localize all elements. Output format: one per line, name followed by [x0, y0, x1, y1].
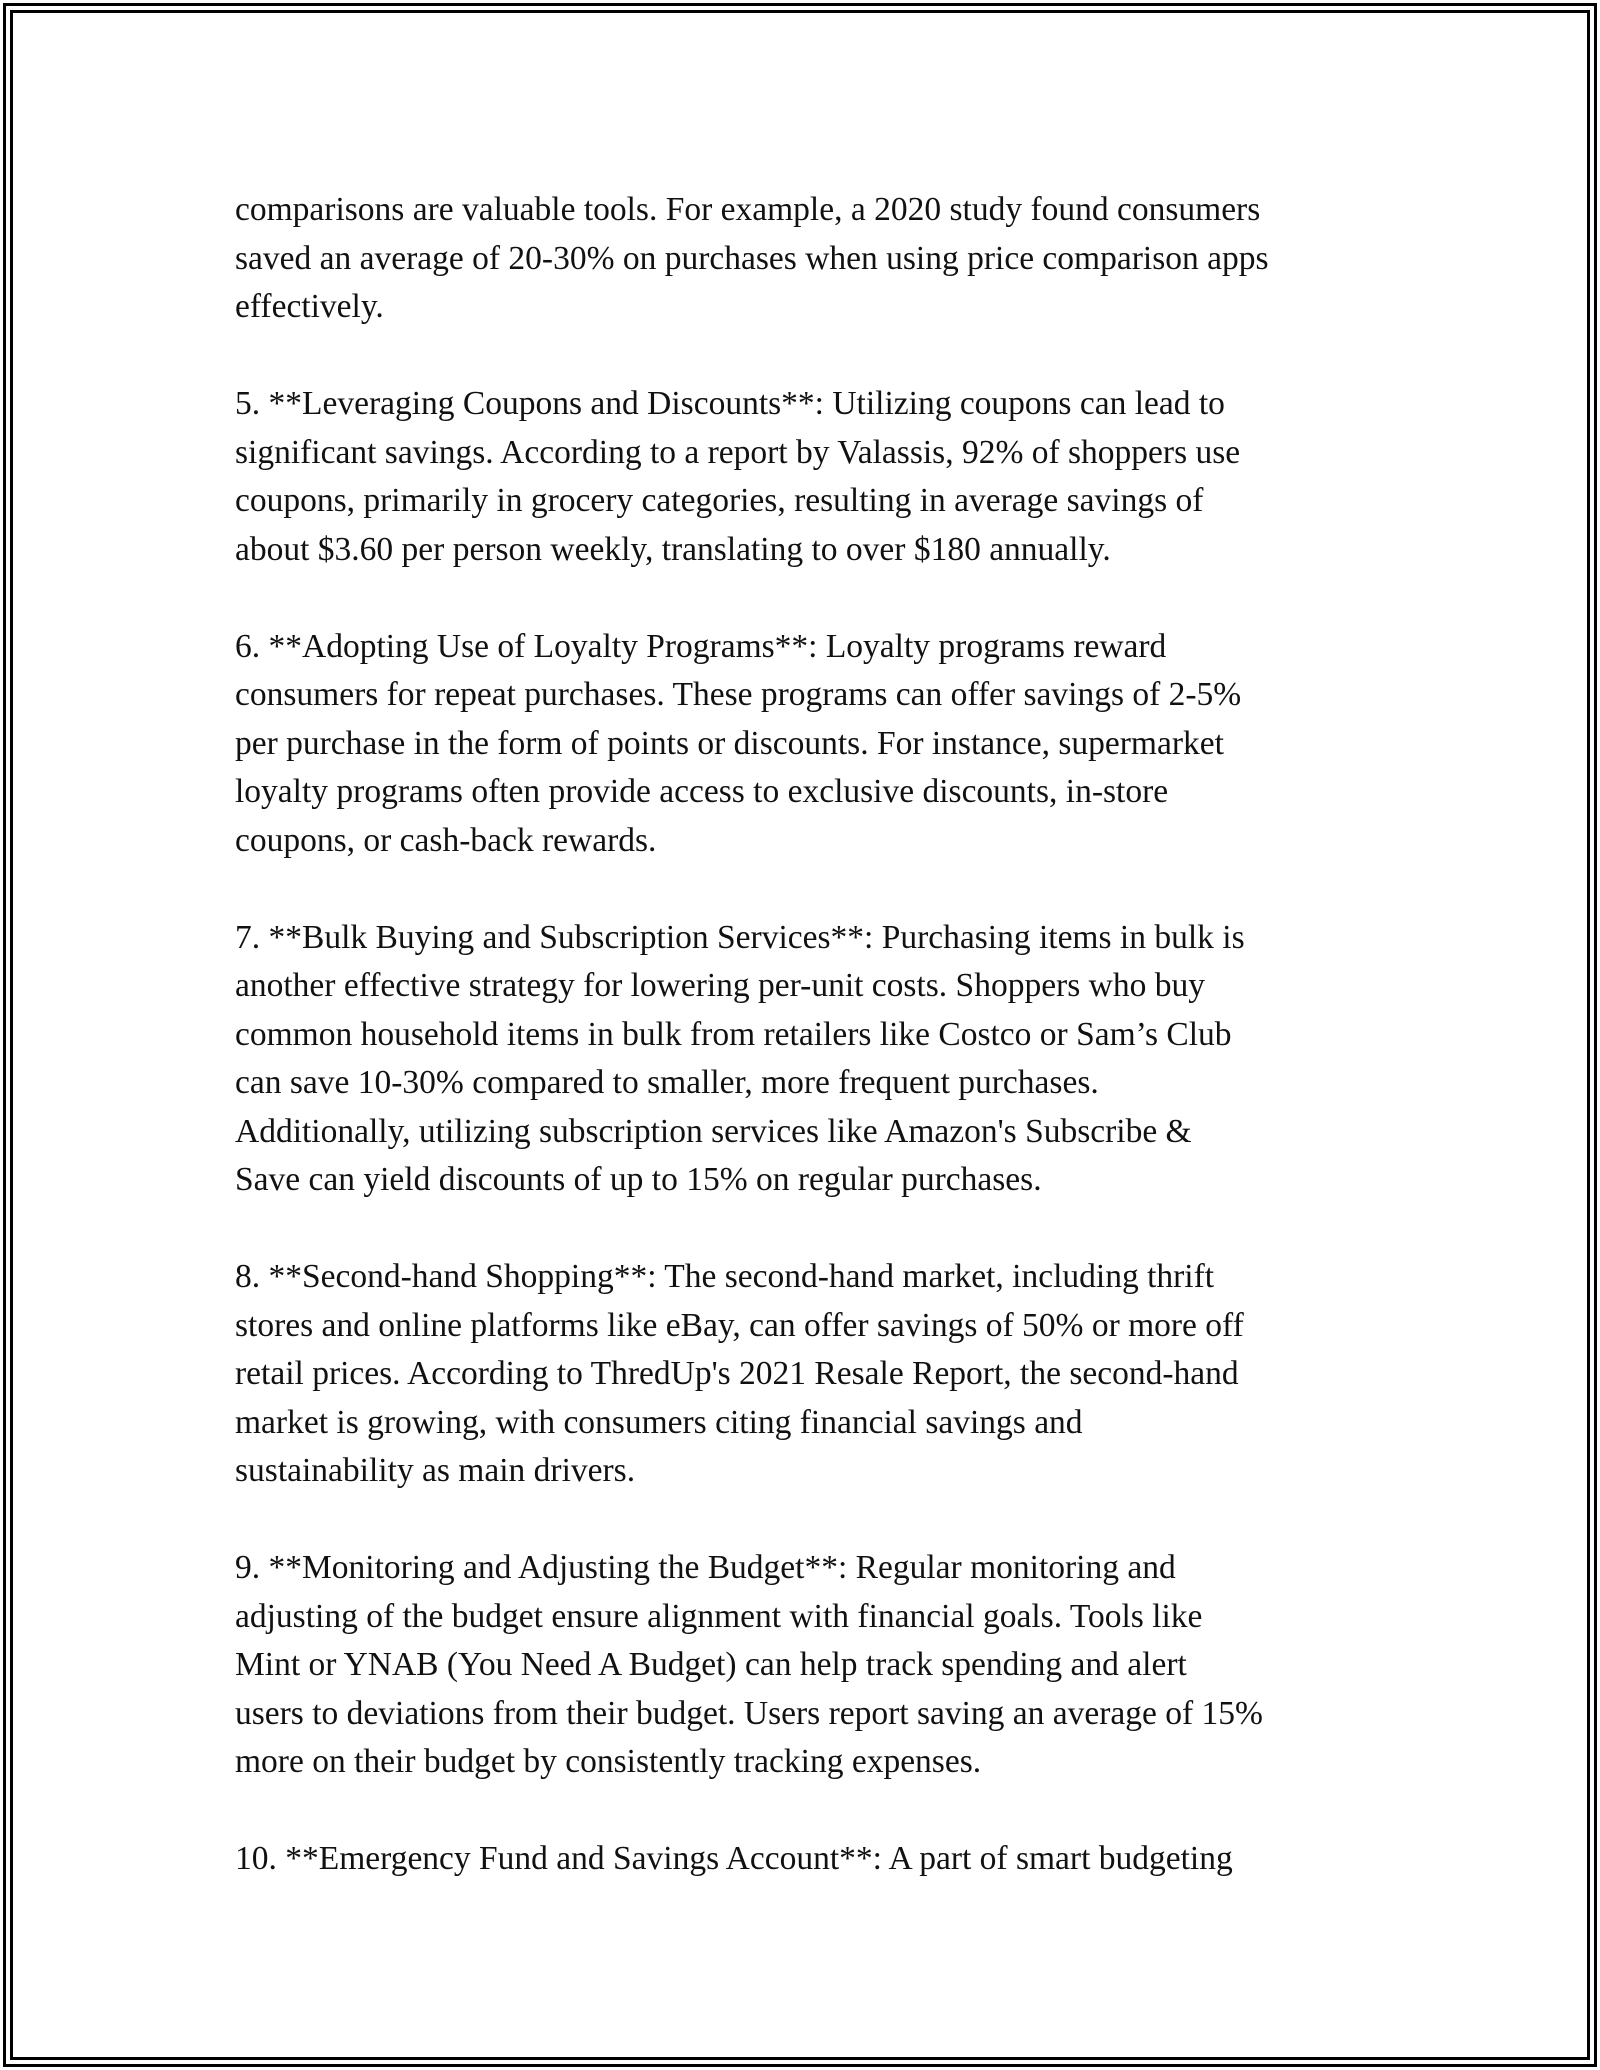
text-line: market is growing, with consumers citing financial savings and	[235, 1403, 1083, 1441]
paragraph-coupons	[235, 380, 1395, 574]
text-line: retail prices. According to ThredUp's 2021 Resale Report, the second-hand	[235, 1355, 1239, 1392]
text-line: coupons, primarily in grocery categories, resulting in average savings of	[235, 482, 1204, 519]
text-line: more on their budget by consistently tracking expenses.	[235, 1743, 982, 1780]
text-line: common household items in bulk from retailers like Costco or Sam’s Club	[235, 1015, 1232, 1053]
text-line: saved an average of 20-30% on purchases when using price comparison apps	[235, 239, 1269, 277]
text-line: coupons, or cash-back rewards.	[235, 821, 657, 859]
paragraph-loyalty-programs	[235, 623, 1395, 866]
text-line: effectively.	[235, 288, 384, 325]
text-line: comparisons are valuable tools. For example, a 2020 study found consumers	[235, 191, 1261, 228]
paragraph-price-comparison-continuation	[235, 186, 1395, 332]
text-line: 7. **Bulk Buying and Subscription Services**: Purchasing items in bulk is	[235, 918, 1245, 956]
text-line: users to deviations from their budget. Users report saving an average of 15%	[235, 1694, 1263, 1732]
text-line: consumers for repeat purchases. These programs can offer savings of 2-5%	[235, 676, 1242, 713]
text-line: another effective strategy for lowering per-unit costs. Shoppers who buy	[235, 967, 1205, 1004]
text-line: adjusting of the budget ensure alignment with financial goals. Tools like	[235, 1597, 1203, 1635]
text-line: stores and online platforms like eBay, can offer savings of 50% or more off	[235, 1306, 1244, 1344]
text-line: 5. **Leveraging Coupons and Discounts**: Utilizing coupons can lead to	[235, 385, 1225, 422]
text-line: Save can yield discounts of up to 15% on regular purchases.	[235, 1161, 1042, 1198]
text-line: 6. **Adopting Use of Loyalty Programs**: Loyalty programs reward	[235, 627, 1167, 665]
paragraph-emergency-fund	[235, 1835, 1395, 1884]
text-line: 8. **Second-hand Shopping**: The second-hand market, including thrift	[235, 1258, 1215, 1295]
text-line: sustainability as main drivers.	[235, 1452, 636, 1489]
text-line: per purchase in the form of points or discounts. For instance, supermarket	[235, 724, 1224, 762]
text-line: loyalty programs often provide access to exclusive discounts, in-store	[235, 773, 1169, 810]
text-line: significant savings. According to a report by Valassis, 92% of shoppers use	[235, 433, 1241, 471]
paragraph-second-hand	[235, 1253, 1395, 1496]
text-line: 10. **Emergency Fund and Savings Account**: A part of smart budgeting	[235, 1840, 1233, 1877]
text-line: about $3.60 per person weekly, translating to over $180 annually.	[235, 530, 1111, 568]
paragraph-budget-monitoring	[235, 1544, 1395, 1787]
paragraph-bulk-buying	[235, 914, 1395, 1205]
text-line: Mint or YNAB (You Need A Budget) can help track spending and alert	[235, 1646, 1187, 1683]
text-line: 9. **Monitoring and Adjusting the Budget**: Regular monitoring and	[235, 1549, 1176, 1586]
document-body	[235, 186, 1395, 1932]
text-line: Additionally, utilizing subscription services like Amazon's Subscribe &	[235, 1112, 1192, 1150]
text-line: can save 10-30% compared to smaller, more frequent purchases.	[235, 1064, 1099, 1101]
